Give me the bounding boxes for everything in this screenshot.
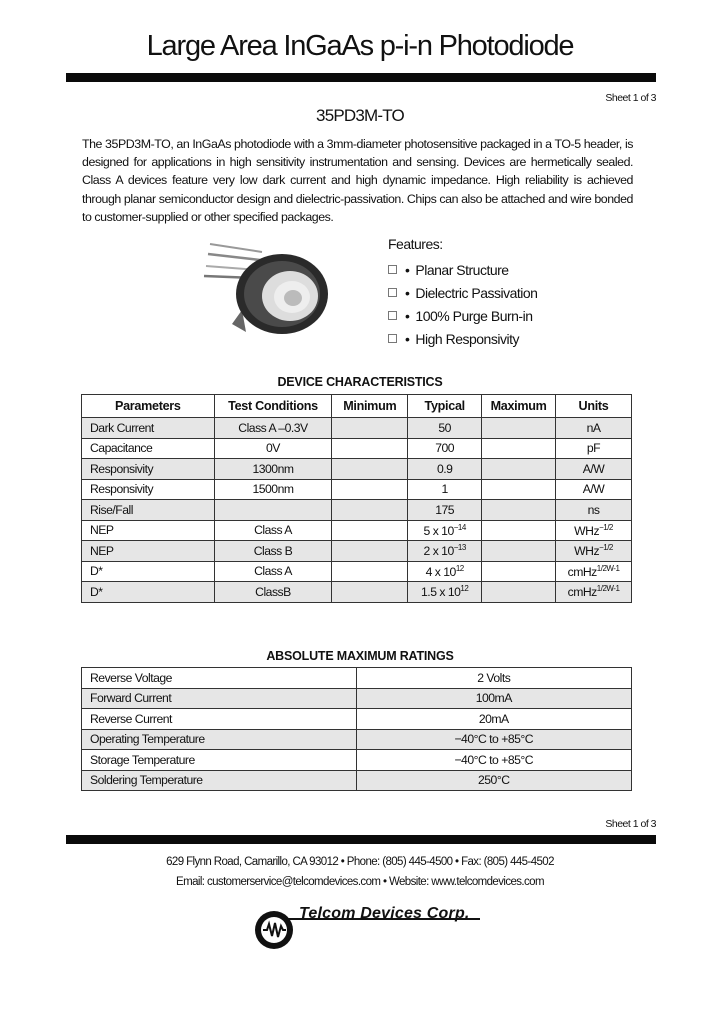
typical-cell: 50 [408,418,482,439]
table-row [82,541,632,562]
maximum-cell [482,561,556,582]
table-row [82,520,632,541]
unit-cell: WHz$^{-1/2}$ [556,520,632,541]
rating-param-cell: Operating Temperature [82,729,357,750]
minimum-cell [332,459,408,480]
part-number: 35PD3M-TO [316,106,404,125]
unit-cell: A/W [556,459,632,480]
condition-cell: Class B [214,541,332,562]
unit-cell: pF [556,438,632,459]
device-characteristics-body [82,418,632,603]
col-header: Minimum [332,395,408,418]
feature-item: • High Responsivity [388,327,537,350]
feature-item: • Dielectric Passivation [388,281,537,304]
features-list [388,236,537,350]
unit-cell: cmHz$^{1/2W-1}$ [556,561,632,582]
condition-cell: ClassB [214,582,332,603]
unit-cell: ns [556,500,632,521]
table-row [82,770,632,791]
rating-value-cell: 100mA [356,688,631,709]
rating-param-cell: Storage Temperature [82,750,357,771]
typical-cell: 1.5 x $10^{12}$ [408,582,482,603]
unit-cell: WHz$^{-1/2}$ [556,541,632,562]
table-row [82,438,632,459]
unit-cell: nA [556,418,632,439]
maximum-cell [482,418,556,439]
col-header: Maximum [482,395,556,418]
minimum-cell [332,582,408,603]
table-row [82,582,632,603]
rating-value-cell: 2 Volts [356,668,631,689]
condition-cell: 0V [214,438,332,459]
device-characteristics-table [81,394,632,603]
table-row [82,668,632,689]
condition-cell: Class A –0.3V [214,418,332,439]
device-characteristics-title: DEVICE CHARACTERISTICS [277,375,443,389]
param-cell: D* [82,561,215,582]
feature-item: • 100% Purge Burn-in [388,304,537,327]
absolute-max-body [82,668,632,791]
sheet-label: Sheet 1 of 3 [605,92,656,104]
param-cell: Dark Current [82,418,215,439]
minimum-cell [332,561,408,582]
table-row [82,561,632,582]
rating-value-cell: 20mA [356,709,631,730]
condition-cell: 1500nm [214,479,332,500]
minimum-cell [332,541,408,562]
absolute-max-table [81,667,632,791]
rating-value-cell: −40°C to +85°C [356,729,631,750]
checkbox-icon [388,334,397,343]
unit-cell: cmHz$^{1/2W-1}$ [556,582,632,603]
checkbox-icon [388,265,397,274]
typical-cell: 4 x $10^{12}$ [408,561,482,582]
table-row [82,500,632,521]
condition-cell [214,500,332,521]
rating-value-cell: 250°C [356,770,631,791]
param-cell: NEP [82,520,215,541]
typical-cell: 2 x $10^{-13}$ [408,541,482,562]
bullet-icon: • [405,330,410,347]
typical-cell: 175 [408,500,482,521]
typical-cell: 1 [408,479,482,500]
top-rule [66,73,656,82]
features-header: Features: [388,236,443,252]
absolute-max-title: ABSOLUTE MAXIMUM RATINGS [266,649,454,663]
checkbox-icon [388,311,397,320]
condition-cell: 1300nm [214,459,332,480]
minimum-cell [332,438,408,459]
typical-cell: 700 [408,438,482,459]
bullet-icon: • [405,284,410,301]
col-header: Units [556,395,632,418]
bottom-rule [66,835,656,844]
footer-address: 629 Flynn Road, Camarillo, CA 93012 • Phone: (805) 445-4500 • Fax: (805) 445-4502 [166,856,554,868]
typical-cell: 0.9 [408,459,482,480]
condition-cell: Class A [214,520,332,541]
bullet-icon: • [405,307,410,324]
rating-param-cell: Reverse Current [82,709,357,730]
maximum-cell [482,479,556,500]
maximum-cell [482,520,556,541]
param-cell: Responsivity [82,459,215,480]
col-header: Test Conditions [214,395,332,418]
param-cell: Capacitance [82,438,215,459]
typical-cell: 5 x $10^{-14}$ [408,520,482,541]
maximum-cell [482,500,556,521]
footer-sheet-label: Sheet 1 of 3 [605,818,656,830]
company-name: Telcom Devices Corp. [299,905,470,922]
minimum-cell [332,418,408,439]
table-row [82,750,632,771]
rating-param-cell: Reverse Voltage [82,668,357,689]
maximum-cell [482,438,556,459]
rating-value-cell: −40°C to +85°C [356,750,631,771]
table-row [82,709,632,730]
maximum-cell [482,541,556,562]
table-header-row [82,395,632,418]
minimum-cell [332,479,408,500]
page-title: Large Area InGaAs p-i-n Photodiode [146,30,574,62]
minimum-cell [332,500,408,521]
table-row [82,418,632,439]
footer-email: Email: customerservice@telcomdevices.com • Website: www.telcomdevices.com [176,876,544,888]
maximum-cell [482,582,556,603]
table-row [82,479,632,500]
param-cell: Responsivity [82,479,215,500]
param-cell: NEP [82,541,215,562]
col-header: Typical [408,395,482,418]
unit-cell: A/W [556,479,632,500]
product-description: The 35PD3M-TO, an InGaAs photodiode with a 3mm-diameter photosensitive packaged in a TO-5 header, is designed for applications in high sensitivity instrumentation and sensing. Devices are hermetically sealed. Class A devices feature very low dark current and high dynamic impedance. High reliability is achieved through planar semiconductor design and dielectric-passivation. Chips can also be attached and wire bonded to customer-supplied or other specified packages. [82,137,633,224]
table-row [82,729,632,750]
param-cell: Rise/Fall [82,500,215,521]
rating-param-cell: Soldering Temperature [82,770,357,791]
rating-param-cell: Forward Current [82,688,357,709]
param-cell: D* [82,582,215,603]
checkbox-icon [388,288,397,297]
maximum-cell [482,459,556,480]
col-header: Parameters [82,395,215,418]
condition-cell: Class A [214,561,332,582]
bullet-icon: • [405,261,410,278]
photodiode-image [198,232,328,344]
feature-item: • Planar Structure [388,258,537,281]
minimum-cell [332,520,408,541]
table-row [82,459,632,480]
table-row [82,688,632,709]
